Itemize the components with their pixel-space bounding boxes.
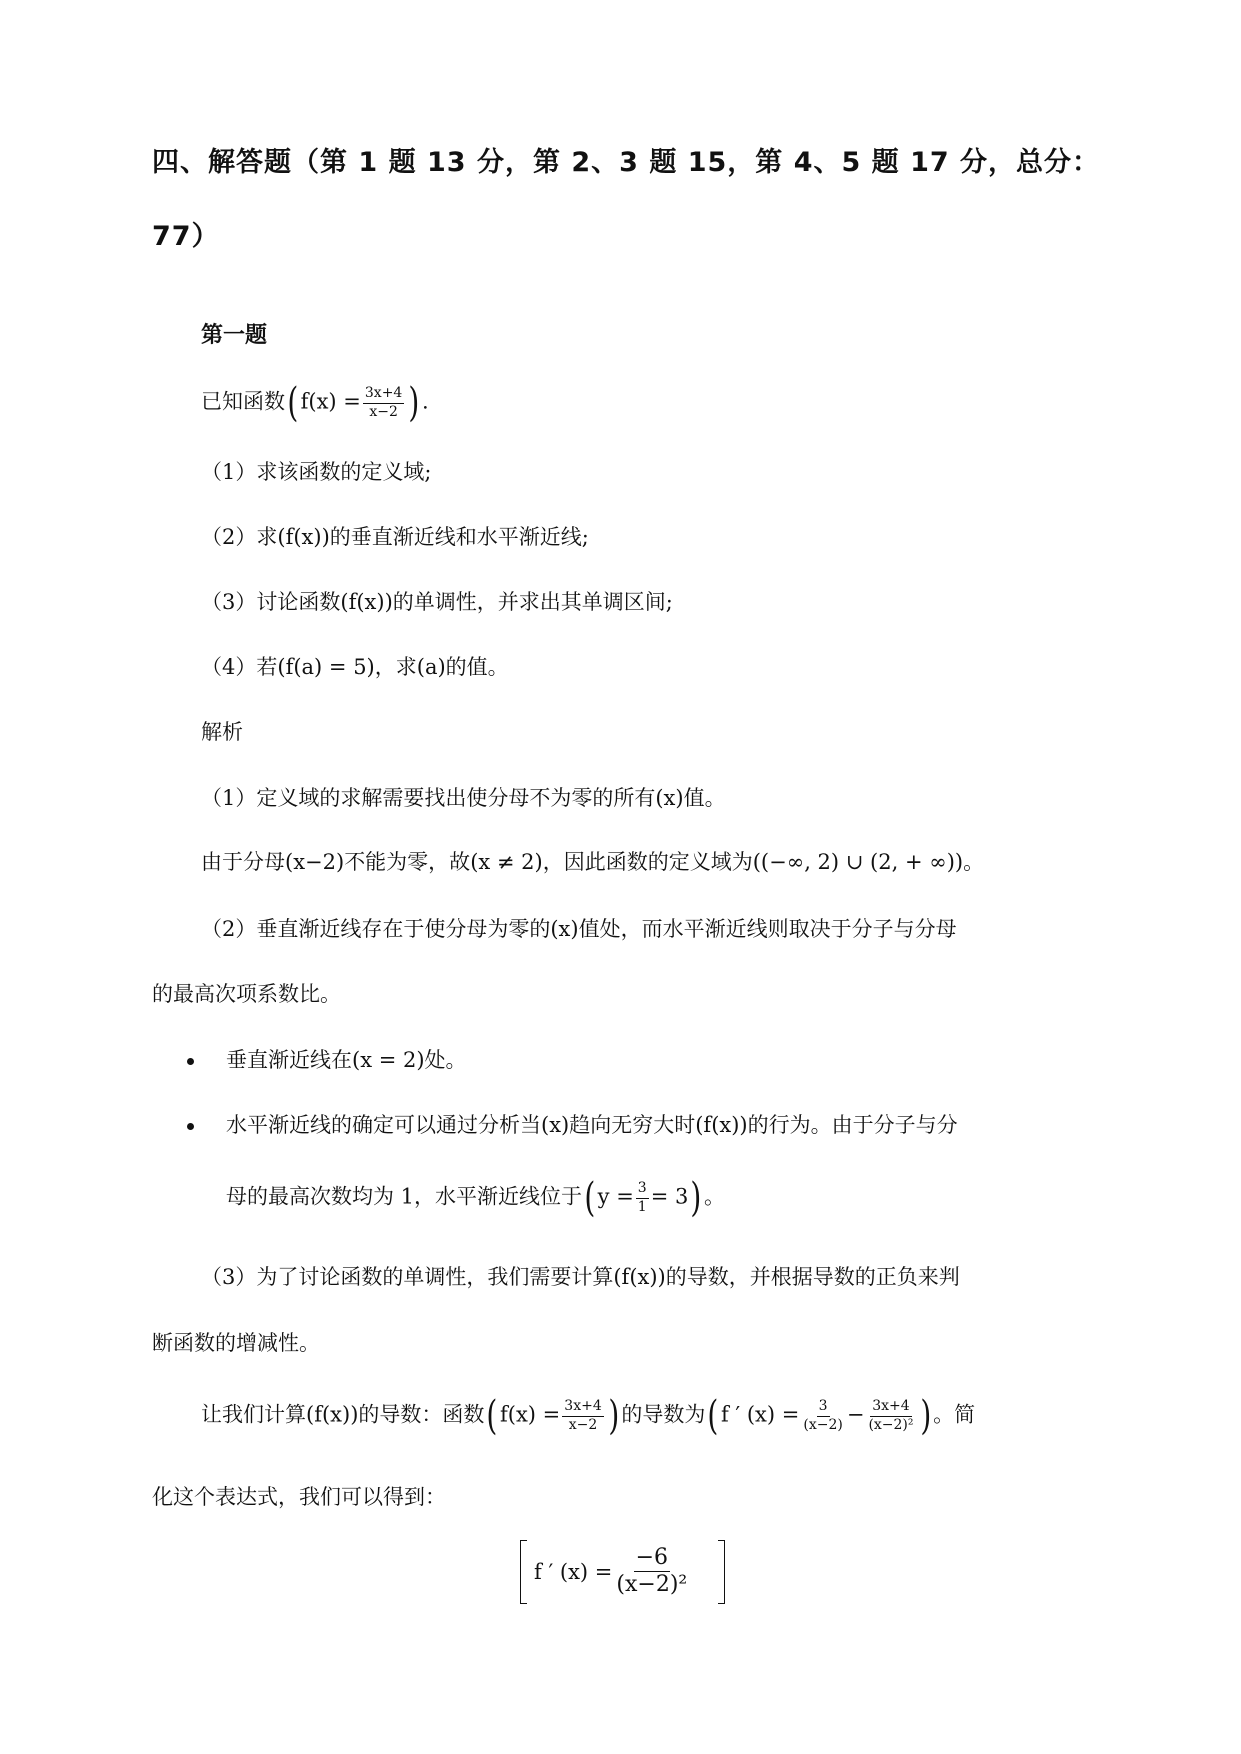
question-1: （1）求该函数的定义域;: [201, 460, 432, 484]
section-title-line1: 四、解答题（第 1 题 13 分，第 2、3 题 15，第 4、5 题 17 分，总分：: [152, 147, 1101, 178]
derivative-display-equation: f ′ (x) = $\frac{-6}{\text{(x−2)²}}$: [520, 1540, 725, 1602]
question-3: （3）讨论函数(f(x))的单调性，并求出其单调区间;: [201, 590, 673, 614]
problem-label: 第一题: [201, 323, 268, 348]
derivative-statement: 让我们计算(f(x))的导数：函数( f(x) = $\frac{3x+4}{x-2}$ ) 的导数为( f ′ (x) = $\frac{3}{(x-2)}$ − $\frac{3x+4}{\text{(x−2)²}}$ ) 。简: [201, 1393, 976, 1439]
bullet-horizontal-asymptote-cont: 母的最高次数均为 1，水平渐近线位于( y = $\frac{3}{1}$ = 3) 。: [226, 1175, 725, 1221]
solution-domain: 由于分母(x−2)不能为零，故(x ≠ 2)，因此函数的定义域为((−∞, 2) ∪ (2, + ∞))。: [201, 850, 985, 874]
section-title-line2: 77）: [152, 221, 220, 252]
derivative-statement-cont: 化这个表达式，我们可以得到：: [152, 1485, 446, 1509]
bullet-icon: [187, 1123, 194, 1130]
fraction: $\frac{3}{1}$: [637, 1180, 647, 1215]
solution-part-2-cont: 的最高次项系数比。: [152, 982, 341, 1006]
solution-label: 解析: [201, 720, 243, 744]
fraction: $\frac{-6}{\text{(x−2)²}}$: [616, 1545, 688, 1598]
solution-part-2: （2）垂直渐近线存在于使分母为零的(x)值处，而水平渐近线则取决于分子与分母: [201, 917, 957, 941]
question-4: （4）若(f(a) = 5)，求(a)的值。: [201, 655, 509, 679]
question-2: （2）求(f(x))的垂直渐近线和水平渐近线;: [201, 525, 589, 549]
left-bracket: [520, 1540, 527, 1604]
solution-part-1: （1）定义域的求解需要找出使分母不为零的所有(x)值。: [201, 786, 726, 810]
solution-part-3: （3）为了讨论函数的单调性，我们需要计算(f(x))的导数，并根据导数的正负来判: [201, 1265, 960, 1289]
fraction: $\frac{3x+4}{\text{(x−2)²}}$: [868, 1398, 914, 1433]
bullet-icon: [187, 1058, 194, 1065]
fraction: $\frac{3x+4}{x-2}$: [564, 1398, 602, 1433]
fraction: $\frac{3}{(x-2)}$: [803, 1398, 843, 1433]
fraction: $\frac{3x+4}{x-2}$: [364, 385, 403, 420]
problem-statement: 已知函数( f(x) = $\frac{3x+4}{x-2}$ ) .: [201, 380, 429, 426]
right-bracket: [718, 1540, 725, 1604]
solution-part-3-cont: 断函数的增减性。: [152, 1331, 320, 1355]
bullet-vertical-asymptote: 垂直渐近线在(x = 2)处。: [226, 1048, 467, 1072]
bullet-horizontal-asymptote: 水平渐近线的确定可以通过分析当(x)趋向无穷大时(f(x))的行为。由于分子与分: [226, 1113, 958, 1137]
